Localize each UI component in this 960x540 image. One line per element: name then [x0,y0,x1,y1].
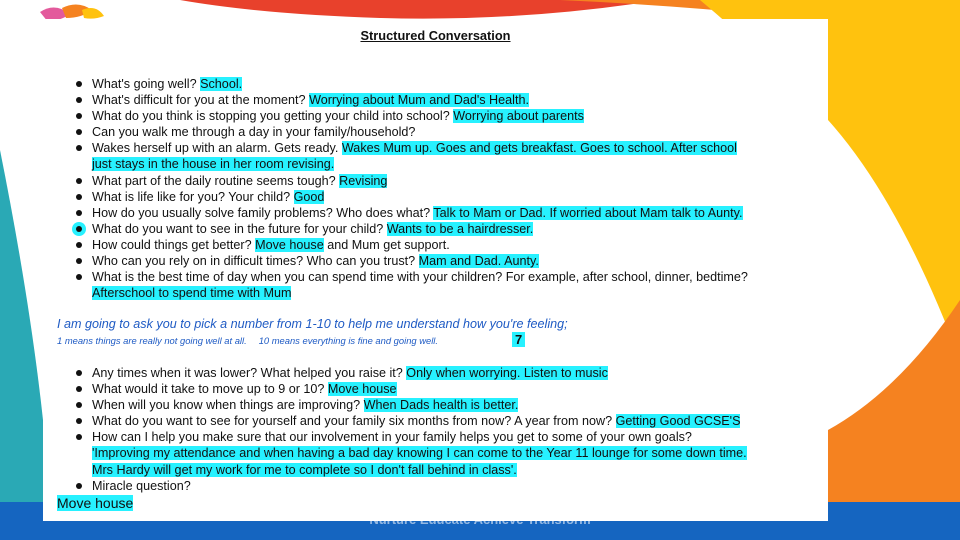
question-item [43,221,828,237]
answer-highlight: Mam and Dad. Aunty. [418,254,539,269]
question-item [43,140,828,172]
answer-continuation: just stays in the house in her room revising. [92,157,335,172]
answer-highlight: Wants to be a hairdresser. [386,221,534,236]
answer-highlight: Move house [327,382,397,397]
question-item [43,173,828,189]
answer-continuation: 'Improving my attendance and when having a bad day knowing I can come to the Year 11 lounge for some down time. [92,446,747,461]
bullet-icon [76,129,82,135]
question-text: Wakes herself up with an alarm. Gets ready. [92,141,342,156]
bullet-icon [76,81,82,87]
bullet-icon [76,145,82,151]
decor-red-wave [180,0,660,19]
question-text-after: and Mum get support. [323,237,450,252]
answer-highlight: When Dads health is better. [363,398,519,413]
answer-highlight: Wakes Mum up. Goes and gets breakfast. Goes to school. After school [341,141,737,156]
bullet-icon [76,402,82,408]
question-text: Any times when it was lower? What helped you raise it? [92,366,407,380]
question-text: What do you want to see in the future for your child? [92,221,387,236]
answer-highlight: Getting Good GCSE'S [615,414,741,429]
bullet-icon [76,178,82,184]
document-page [43,19,828,521]
bullet-icon [76,113,82,119]
final-answer: Move house [57,495,134,511]
bullet-icon [76,274,82,280]
bullet-icon [76,226,82,232]
answer-highlight: Good [293,189,325,204]
bullet-icon [76,242,82,248]
question-text: What part of the daily routine seems tough? [92,173,340,188]
question-text: How can I help you make sure that our involvement in your family helps you get to some of your own goals? [92,430,692,445]
answer-highlight: Talk to Mam or Dad. If worried about Mam talk to Aunty. [433,205,743,220]
answer-highlight: Worrying about parents [453,109,584,124]
question-text: How could things get better? [92,237,256,252]
bullet-icon [76,434,82,440]
bullet-icon [76,97,82,103]
scale-intro: I am going to ask you to pick a number from 1-10 to help me understand how you're feeling; [57,317,568,331]
bullet-icon [76,386,82,392]
question-item [43,108,828,124]
question-item [43,413,828,429]
question-text: Who can you rely on in difficult times? Who can you trust? [92,254,419,269]
scale-high-text: 10 means everything is fine and going well. [258,335,438,346]
bullet-icon [76,418,82,424]
question-item [43,76,828,92]
bullet-icon [76,258,82,264]
answer-highlight: Move house [255,237,324,252]
question-text: What do you want to see for yourself and your family six months from now? A year from now? [92,414,616,429]
bullet-icon [76,370,82,376]
bullet-icon [76,483,82,489]
decor-teal-left [0,150,43,502]
question-item [43,397,828,413]
question-text: What is the best time of day when you can spend time with your children? For example, after school, dinner, bedtime? [92,270,748,285]
answer-highlight: Worrying about Mum and Dad's Health. [309,93,529,108]
question-text: What do you think is stopping you getting your child into school? [92,109,454,124]
scale-low-text: 1 means things are really not going well at all. [57,335,247,346]
question-list-2 [43,365,828,494]
decor-orange-lower-right [828,300,960,502]
question-item [43,189,828,205]
answer-highlight: Only when worrying. Listen to music [406,366,608,380]
document-title: Structured Conversation [360,28,511,43]
question-item [43,205,828,221]
question-item [43,253,828,269]
question-text: How do you usually solve family problems? Who does what? [92,205,434,220]
question-item [43,269,828,301]
question-list-1 [43,76,828,301]
question-item [43,124,828,140]
answer-continuation: Mrs Hardy will get my work for me to complete so I don't fall behind in class'. [92,462,517,477]
question-text: What would it take to move up to 9 or 10? [92,382,328,397]
question-item [43,381,828,397]
question-text: What's difficult for you at the moment? [92,93,310,108]
answer-highlight: School. [200,77,243,91]
bullet-icon [76,210,82,216]
question-text: What's going well? [92,77,201,91]
question-item [43,478,828,494]
question-text: What is life like for you? Your child? [92,189,294,204]
question-item [43,92,828,108]
bullet-icon [76,194,82,200]
question-text: Miracle question? [92,478,191,493]
answer-continuation: Afterschool to spend time with Mum [92,286,292,301]
question-text: When will you know when things are improving? [92,398,364,413]
scale-answer: 7 [512,332,525,347]
question-item [43,429,828,477]
question-item [43,237,828,253]
scale-legend [57,335,438,346]
question-item [43,365,828,381]
question-text: Can you walk me through a day in your family/household? [92,125,416,140]
answer-highlight: Revising [339,173,388,188]
